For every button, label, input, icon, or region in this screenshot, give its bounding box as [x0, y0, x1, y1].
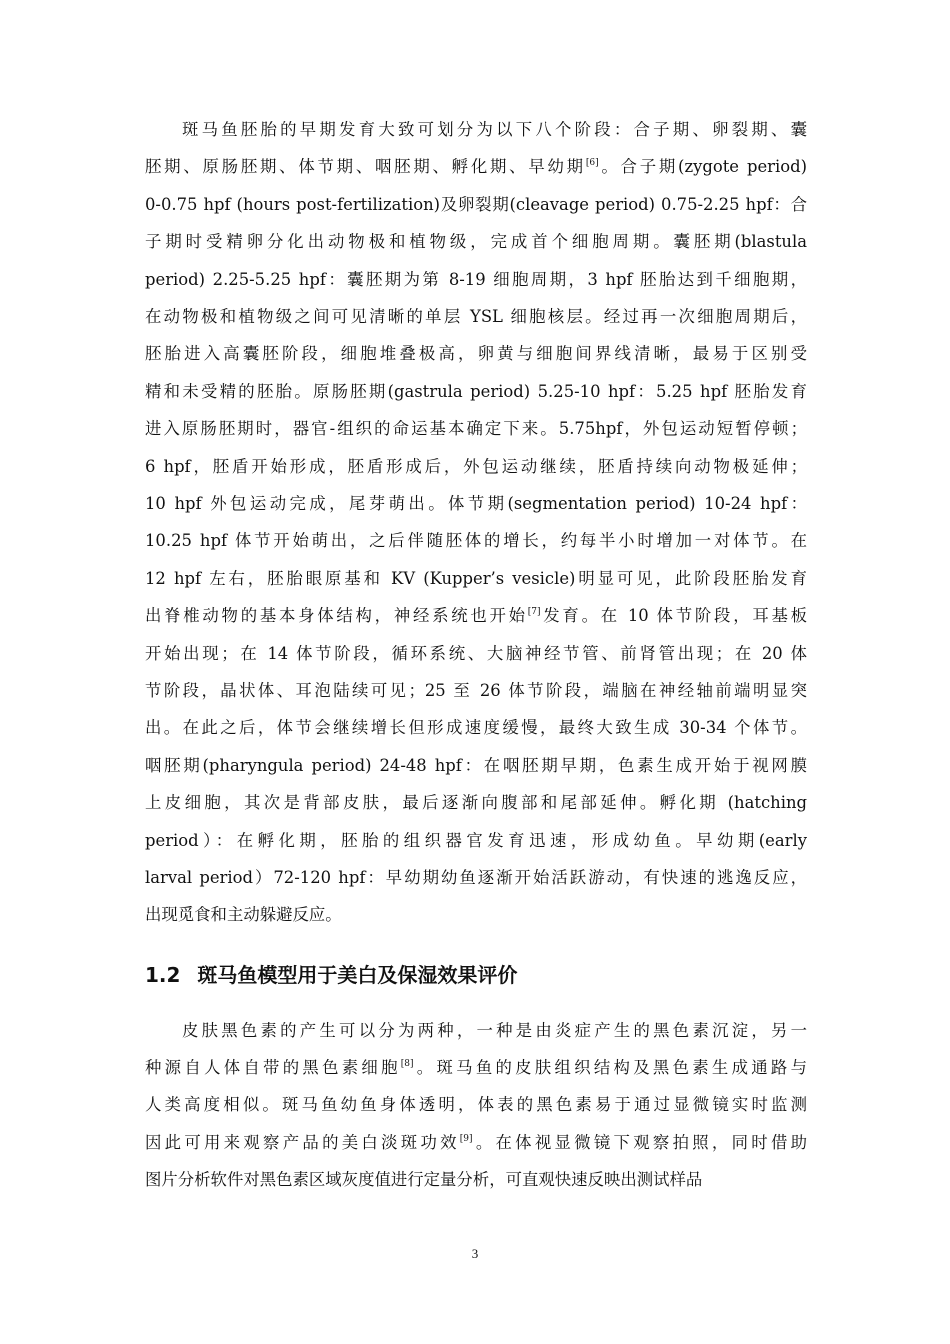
- paragraph1-line: [145, 382, 807, 402]
- paragraph1-line: [145, 419, 807, 439]
- line-text: 咽胚期(pharyngula period) 24-48 hpf：在咽胚期早期，色素生成开始于视网膜: [145, 755, 807, 775]
- line-text: 胚胎进入高囊胚阶段，细胞堆叠极高，卵黄与细胞间界线清晰，最易于区别受: [145, 344, 807, 364]
- paragraph1-line: [145, 157, 807, 177]
- line-text: 图片分析软件对黑色素区域灰度值进行定量分析，可直观快速反映出测试样品: [145, 1169, 703, 1189]
- paragraph1-line: [145, 307, 807, 327]
- line-text: 在动物极和植物级之间可见清晰的单层 YSL 细胞核层。经过再一次细胞周期后，: [145, 307, 807, 326]
- paragraph1-line: [145, 270, 807, 290]
- line-text: 种源自人体自带的黑色素细胞: [145, 1058, 401, 1078]
- line-text: 出脊椎动物的基本身体结构，神经系统也开始: [145, 606, 528, 626]
- section-heading: [145, 961, 517, 989]
- line-text: 出。在此之后，体节会继续增长但形成速度缓慢，最终大致生成 30-34 个体节。: [145, 718, 807, 738]
- paragraph1-line: [145, 457, 807, 477]
- paragraph1-line: [145, 718, 807, 738]
- line-text-after-ref: 。斑马鱼的皮肤组织结构及黑色素生成通路与: [413, 1058, 807, 1078]
- citation-ref: [9]: [459, 1133, 473, 1144]
- line-text: 节阶段，晶状体、耳泡陆续可见；25 至 26 体节阶段，端脑在神经轴前端明显突: [145, 681, 807, 700]
- line-text: larval period）72-120 hpf：早幼期幼鱼逐渐开始活跃游动，有快速的逃逸反应，: [145, 868, 807, 887]
- paragraph1-line: [145, 344, 807, 364]
- paragraph2-line: [145, 1058, 807, 1078]
- line-text: 上皮细胞，其次是背部皮肤，最后逐渐向腹部和尾部延伸。孵化期 (hatching: [145, 793, 807, 813]
- paragraph1-line: [145, 606, 807, 626]
- citation-ref: [7]: [527, 607, 541, 618]
- paragraph1-line: [145, 494, 807, 514]
- paragraph1-line: [145, 831, 807, 851]
- paragraph1-line: [145, 905, 807, 925]
- paragraph1-line: [145, 195, 807, 215]
- line-text: 斑马鱼胚胎的早期发育大致可划分为以下八个阶段：合子期、卵裂期、囊: [182, 120, 807, 139]
- line-text: 出现觅食和主动躲避反应。: [145, 905, 342, 925]
- paragraph1-line: [145, 868, 807, 888]
- line-text-after-ref: 。合子期(zygote period): [598, 157, 807, 177]
- line-text: 皮肤黑色素的产生可以分为两种，一种是由炎症产生的黑色素沉淀，另一: [182, 1021, 807, 1040]
- paragraph1-line: [145, 569, 807, 589]
- paragraph2-line: [145, 1133, 807, 1153]
- line-text: 6 hpf，胚盾开始形成，胚盾形成后，外包运动继续，胚盾持续向动物极延伸；: [145, 456, 807, 476]
- paragraph1-line: [145, 531, 807, 551]
- paragraph1-line: [145, 644, 807, 664]
- section-number: 1.2: [145, 963, 181, 987]
- line-text: 因此可用来观察产品的美白淡斑功效: [145, 1132, 460, 1152]
- line-text: 开始出现；在 14 体节阶段，循环系统、大脑神经节管、前肾管出现；在 20 体: [145, 643, 807, 663]
- paragraph2-line: [145, 1095, 807, 1115]
- line-text-after-ref: 。在体视显微镜下观察拍照，同时借助: [472, 1132, 807, 1152]
- citation-ref: [6]: [585, 158, 599, 169]
- section-title: 斑马鱼模型用于美白及保湿效果评价: [197, 963, 518, 987]
- line-text: 胚期、原肠胚期、体节期、咽胚期、孵化期、早幼期: [145, 157, 586, 177]
- paragraph2-line: [182, 1021, 807, 1041]
- page-number: 3: [471, 1246, 479, 1261]
- citation-ref: [8]: [400, 1059, 414, 1070]
- line-text-after-ref: 发育。在 10 体节阶段，耳基板: [540, 606, 807, 626]
- line-text: 子期时受精卵分化出动物极和植物级，完成首个细胞周期。囊胚期(blastula: [145, 232, 807, 252]
- paragraph1-line: [145, 756, 807, 776]
- line-text: 10.25 hpf 体节开始萌出，之后伴随胚体的增长，约每半小时增加一对体节。在: [145, 531, 807, 551]
- paragraph2-line: [145, 1170, 807, 1190]
- line-text: 0-0.75 hpf (hours post-fertilization)及卵裂期(cleavage period) 0.75-2.25 hpf：合: [145, 194, 807, 214]
- line-text: 10 hpf 外包运动完成，尾芽萌出。体节期(segmentation period) 10-24 hpf：: [145, 494, 807, 513]
- line-text: period) 2.25-5.25 hpf：囊胚期为第 8-19 细胞周期，3 hpf 胚胎达到千细胞期，: [145, 269, 807, 289]
- paragraph1-line: [145, 232, 807, 252]
- line-text: 人类高度相似。斑马鱼幼鱼身体透明，体表的黑色素易于通过显微镜实时监测: [145, 1095, 807, 1115]
- paragraph1-line: [145, 793, 807, 813]
- line-text: 精和未受精的胚胎。原肠胚期(gastrula period) 5.25-10 hpf：5.25 hpf 胚胎发育: [145, 381, 807, 401]
- line-text: period）：在孵化期，胚胎的组织器官发育迅速，形成幼鱼。早幼期(early: [145, 830, 807, 850]
- line-text: 12 hpf 左右，胚胎眼原基和 KV (Kupper’s vesicle)明显可见，此阶段胚胎发育: [145, 568, 807, 588]
- paragraph1-line: [182, 120, 807, 140]
- paragraph1-line: [145, 681, 807, 701]
- line-text: 进入原肠胚期时，器官-组织的命运基本确定下来。5.75hpf，外包运动短暂停顿；: [145, 419, 807, 439]
